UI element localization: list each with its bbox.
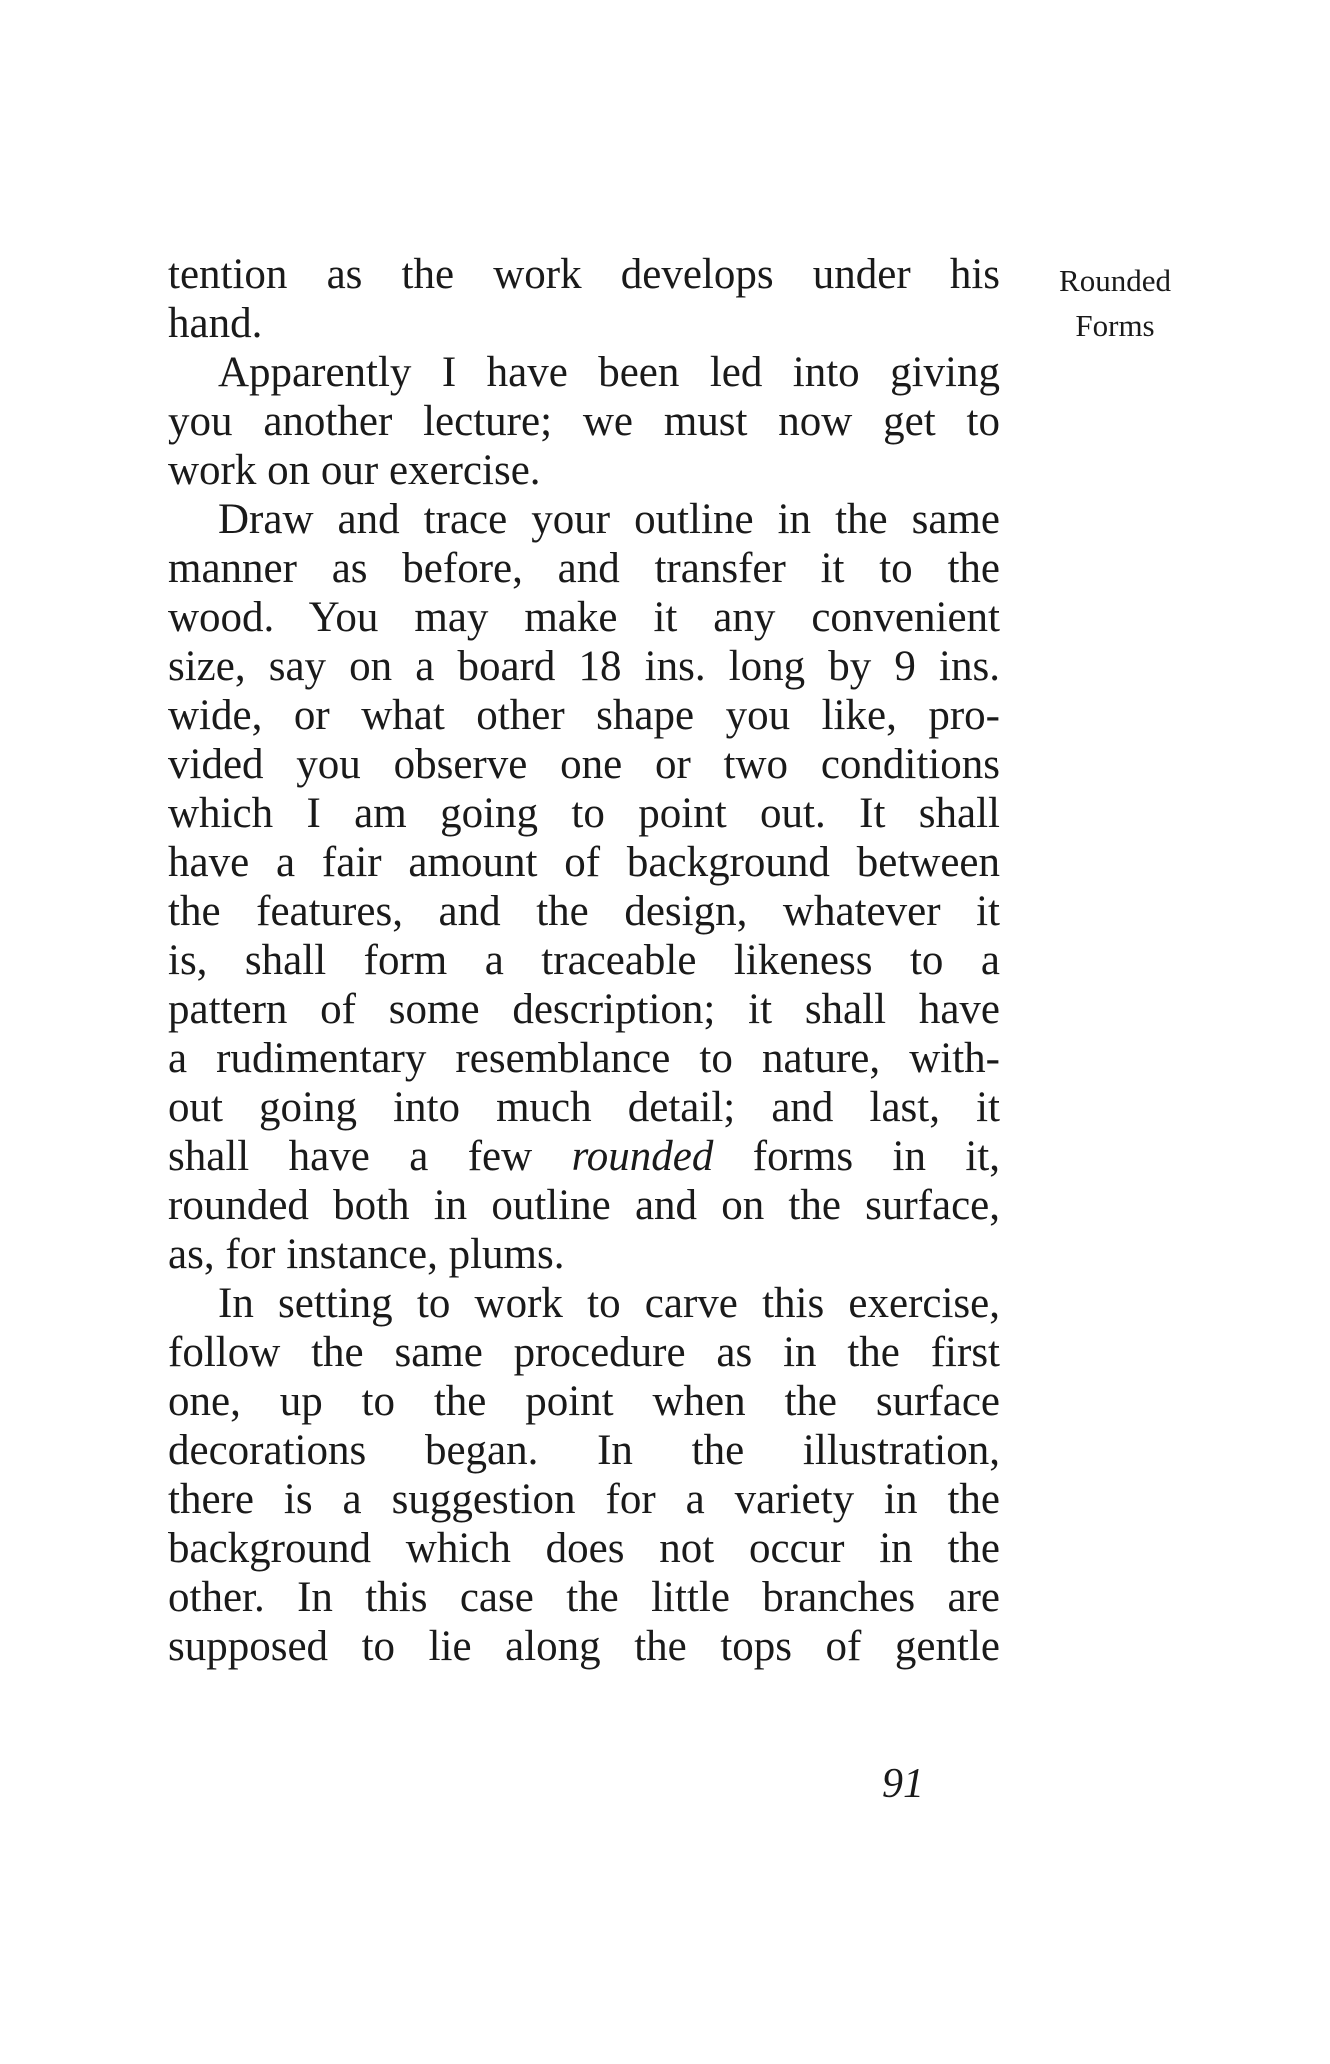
text-line: In setting to work to carve this exercise, <box>218 1280 1000 1327</box>
text-line: the features, and the design, whatever it <box>168 888 1000 935</box>
margin-note <box>1040 258 1190 348</box>
text-line: a rudimentary resemblance to nature, with- <box>168 1035 1000 1082</box>
text-line: there is a suggestion for a variety in the <box>168 1476 1000 1523</box>
margin-note-line-1: Rounded <box>1059 263 1171 298</box>
text-line: size, say on a board 18 ins. long by 9 ins. <box>168 643 1000 690</box>
text-line: which I am going to point out. It shall <box>168 790 1000 837</box>
text-line: pattern of some description; it shall have <box>168 986 1000 1033</box>
text-line: out going into much detail; and last, it <box>168 1084 1000 1131</box>
text-line: wood. You may make it any convenient <box>168 594 1000 641</box>
text-fragment: forms in it, <box>752 1133 1001 1180</box>
text-line: one, up to the point when the surface <box>168 1378 1000 1425</box>
text-line: Apparently I have been led into giving <box>218 349 1000 396</box>
text-line: wide, or what other shape you like, pro- <box>168 692 1000 739</box>
text-line: work on our exercise. <box>168 447 541 494</box>
text-line: manner as before, and transfer it to the <box>168 545 1000 592</box>
text-line: supposed to lie along the tops of gentle <box>168 1623 1000 1670</box>
text-line: as, for instance, plums. <box>168 1231 565 1278</box>
text-line: rounded both in outline and on the surface, <box>168 1182 1000 1229</box>
text-line: follow the same procedure as in the first <box>168 1329 1000 1376</box>
margin-note-line-2: Forms <box>1075 308 1155 343</box>
text-line: vided you observe one or two conditions <box>168 741 1000 788</box>
text-line: hand. <box>168 300 263 347</box>
text-line: background which does not occur in the <box>168 1525 1000 1572</box>
text-line-with-emphasis <box>168 1132 1000 1181</box>
body-text <box>168 250 1000 1671</box>
text-line: Draw and trace your outline in the same <box>218 496 1000 543</box>
text-line: is, shall form a traceable likeness to a <box>168 937 1000 984</box>
text-line: other. In this case the little branches are <box>168 1574 1000 1621</box>
text-line: have a fair amount of background between <box>168 839 1000 886</box>
text-fragment: shall have a few <box>168 1133 533 1180</box>
page-number: 91 <box>882 1761 924 1807</box>
emphasized-word: rounded <box>571 1133 714 1180</box>
text-line: tention as the work develops under his <box>168 251 1000 298</box>
text-line: you another lecture; we must now get to <box>168 398 1000 445</box>
text-line: decorations began. In the illustration, <box>168 1427 1000 1474</box>
